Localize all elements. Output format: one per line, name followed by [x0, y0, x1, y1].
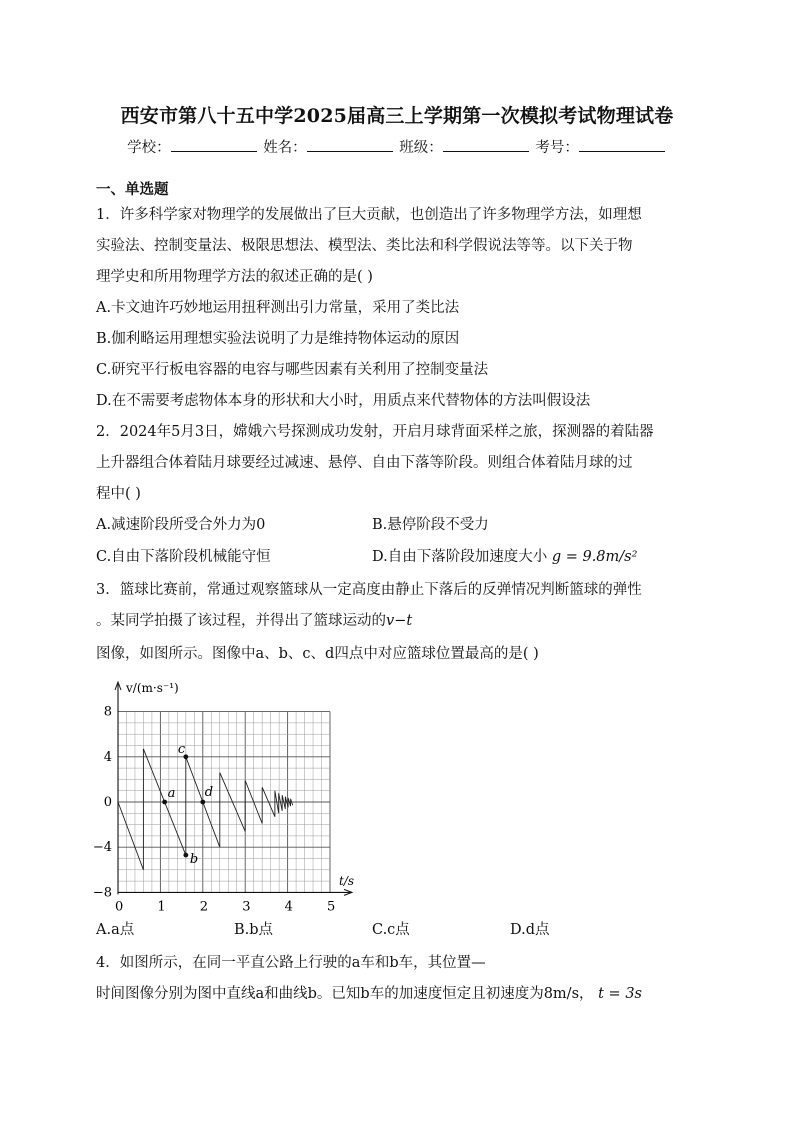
q4-time-value: t = 3s — [598, 986, 642, 1002]
q2-line-1: 2．2024年5月3日，嫦娥六号探测成功发射，开启月球背面采样之旅，探测器的着陆器 — [96, 424, 654, 440]
number-label: 考号： — [535, 140, 579, 156]
exam-title: 西安市第八十五中学2025届高三上学期第一次模拟考试物理试卷 — [120, 105, 674, 127]
vt-chart — [86, 676, 356, 916]
q1-option-c: C.研究平行板电容器的电容与哪些因素有关利用了控制变量法 — [96, 362, 489, 378]
x-axis-label: t/s — [339, 874, 355, 888]
chart-series — [118, 749, 293, 870]
q2-option-b: B.悬停阶段不受力 — [372, 517, 489, 533]
q2-option-d — [372, 547, 637, 567]
x-tick-label: 3 — [242, 899, 251, 915]
q3-option-c: C.c点 — [372, 922, 410, 938]
q2-option-d-formula: g = 9.8m/s² — [551, 549, 638, 565]
y-tick-label: 0 — [103, 795, 112, 810]
y-tick-label: 4 — [103, 749, 112, 765]
x-tick-label: 2 — [199, 899, 209, 915]
chart-grid — [118, 712, 330, 893]
y-tick-label: −8 — [92, 885, 112, 901]
name-label: 姓名： — [263, 140, 307, 156]
q2-option-c: C.自由下落阶段机械能守恒 — [96, 549, 271, 565]
student-info-row — [0, 136, 794, 157]
q3-vt-symbol: v−t — [386, 613, 413, 629]
point-b-dot — [183, 853, 188, 858]
class-blank[interactable] — [443, 139, 529, 152]
q3-option-b: B.b点 — [234, 922, 274, 938]
section-heading: 一、单选题 — [96, 181, 169, 198]
school-label: 学校： — [127, 140, 171, 156]
number-blank[interactable] — [579, 139, 665, 152]
y-tick-label: −4 — [92, 840, 112, 856]
q3-line-1: 3．篮球比赛前，常通过观察篮球从一定高度由静止下落后的反弹情况判断篮球的弹性 — [96, 582, 642, 598]
point-a-label: a — [167, 786, 176, 801]
point-d-label: d — [204, 785, 214, 800]
x-tick-label: 5 — [327, 899, 336, 915]
q1-line-3: 理学史和所用物理学方法的叙述正确的是( ) — [96, 269, 373, 285]
q2-option-d-text: D.自由下落阶段加速度大小 — [372, 549, 548, 565]
q1-option-d: D.在不需要考虑物体本身的形状和大小时，用质点来代替物体的方法叫假设法 — [96, 393, 591, 409]
x-tick-label: 1 — [157, 899, 166, 915]
velocity-tail — [275, 791, 293, 817]
point-c-label: c — [177, 741, 186, 757]
name-blank[interactable] — [307, 139, 393, 152]
point-d-dot — [200, 800, 205, 805]
school-blank[interactable] — [171, 139, 257, 152]
q3-option-d: D.d点 — [510, 922, 550, 938]
point-a-dot — [162, 800, 167, 805]
chart-axes — [115, 682, 355, 895]
x-tick-label: 4 — [284, 899, 293, 915]
q4-line-2-text: 时间图像分别为图中直线a和曲线b。已知b车的加速度恒定且初速度为8m/s， — [96, 986, 594, 1002]
point-b-label: b — [189, 852, 199, 868]
q3-line-2 — [96, 611, 412, 631]
q1-line-1: 1．许多科学家对物理学的发展做出了巨大贡献，也创造出了许多物理学方法，如理想 — [96, 207, 642, 223]
q3-option-a: A.a点 — [96, 922, 135, 938]
q1-option-b: B.伽利略运用理想实验法说明了力是维持物体运动的原因 — [96, 331, 460, 347]
y-tick-label: 8 — [103, 704, 112, 720]
q2-line-3: 程中( ) — [96, 486, 141, 502]
q3-line-2-text: 。某同学拍摄了该过程，并得出了篮球运动的 — [96, 613, 386, 629]
q1-option-a: A.卡文迪许巧妙地运用扭秤测出引力常量，采用了类比法 — [96, 300, 460, 316]
q3-line-3: 图像，如图所示。图像中a、b、c、d四点中对应篮球位置最高的是( ) — [96, 646, 539, 662]
x-tick-label: 0 — [115, 899, 124, 915]
y-axis-label: v/(m·s⁻¹) — [126, 681, 179, 695]
q4-line-2 — [96, 984, 642, 1004]
q1-line-2: 实验法、控制变量法、极限思想法、模型法、类比法和科学假说法等等。以下关于物 — [96, 238, 633, 254]
q2-option-a: A.减速阶段所受合外力为0 — [96, 517, 266, 533]
q2-line-2: 上升器组合体着陆月球要经过减速、悬停、自由下落等阶段。则组合体着陆月球的过 — [96, 455, 633, 471]
chart-ticks — [93, 705, 335, 915]
q4-line-1: 4．如图所示，在同一平直公路上行驶的a车和b车，其位置— — [96, 955, 486, 971]
class-label: 班级： — [399, 140, 443, 156]
